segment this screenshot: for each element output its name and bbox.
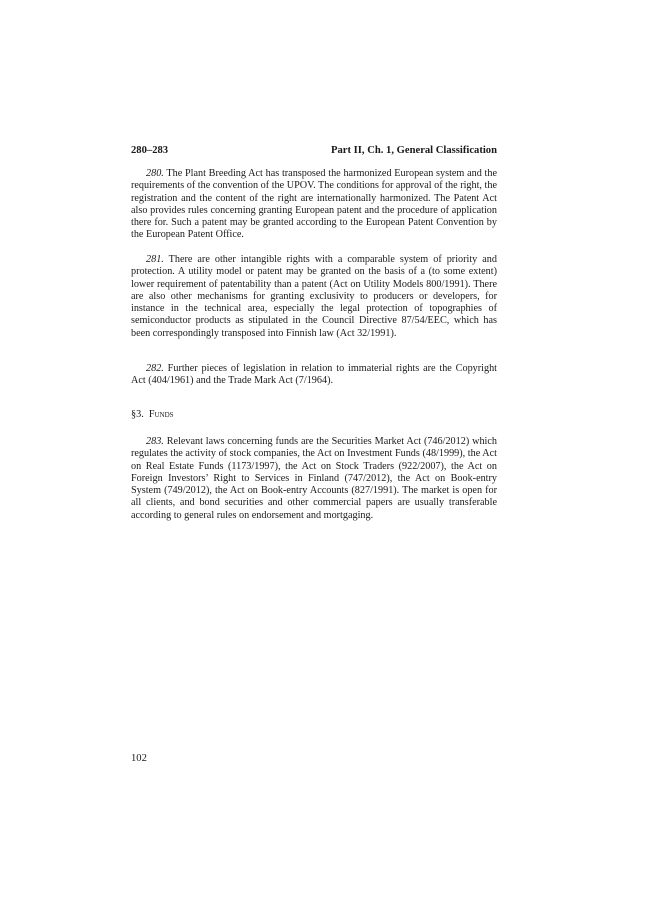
paragraph-282 bbox=[131, 363, 497, 388]
paragraph-number: 283. bbox=[146, 436, 164, 447]
header-paragraph-range: 280–283 bbox=[131, 145, 169, 156]
paragraph-text: Relevant laws concerning funds are the Securities Market Act (746/2012) which regulates the activity of stock companies, the Act on Investment Funds (48/1999), the Act on Real Estate Funds (1173/1997), the Act on Stock Traders (922/2007), the Act on Foreign Investors’ Right to Services in Finland (747/2012), the Act on Book-entry System (749/2012), the Act on Book-entry Accounts (827/1991). The market is open for all clients, and bond securities and other commercial papers are usually transferable according to general rules on endorsement and mortgaging. bbox=[131, 436, 497, 521]
section-title: Funds bbox=[148, 409, 174, 420]
paragraph-text: Further pieces of legislation in relation to immaterial rights are the Copyright Act (404/1961) and the Trade Mark Act (7/1964). bbox=[131, 363, 497, 387]
page-number: 102 bbox=[131, 753, 147, 764]
paragraph-text: There are other intangible rights with a comparable system of priority and protection. A utility model or patent may be granted on the basis of a (to some extent) lower requirement of patentability than a patent (Act on Utility Models 800/1991). There are also other mechanisms for granting exclusivity to producers or developers, for instance in the technical area, especially the legal protection of topographies of semiconductor products as stipulated in the Council Directive 87/54/EEC, which has been correspondingly transposed into Finnish law (Act 32/1991). bbox=[131, 254, 497, 339]
paragraph-number: 282. bbox=[146, 363, 164, 374]
paragraph-281 bbox=[131, 254, 497, 340]
paragraph-number: 280. bbox=[146, 168, 164, 179]
paragraph-number: 281. bbox=[146, 254, 164, 265]
paragraph-text: The Plant Breeding Act has transposed the harmonized European system and the requirements of the convention of the UPOV. The conditions for approval of the right, the registration and the content of the right are internationally harmonized. The Patent Act also provides rules concerning granting European patent and the procedure of application there for. Such a patent may be granted according to the European Patent Convention by the European Patent Office. bbox=[131, 168, 497, 241]
section-heading bbox=[131, 409, 174, 421]
paragraph-283 bbox=[131, 436, 497, 522]
running-header bbox=[131, 145, 497, 157]
header-chapter-title: Part II, Ch. 1, General Classification bbox=[331, 145, 497, 156]
paragraph-280 bbox=[131, 168, 497, 242]
section-number: §3. bbox=[131, 409, 144, 420]
